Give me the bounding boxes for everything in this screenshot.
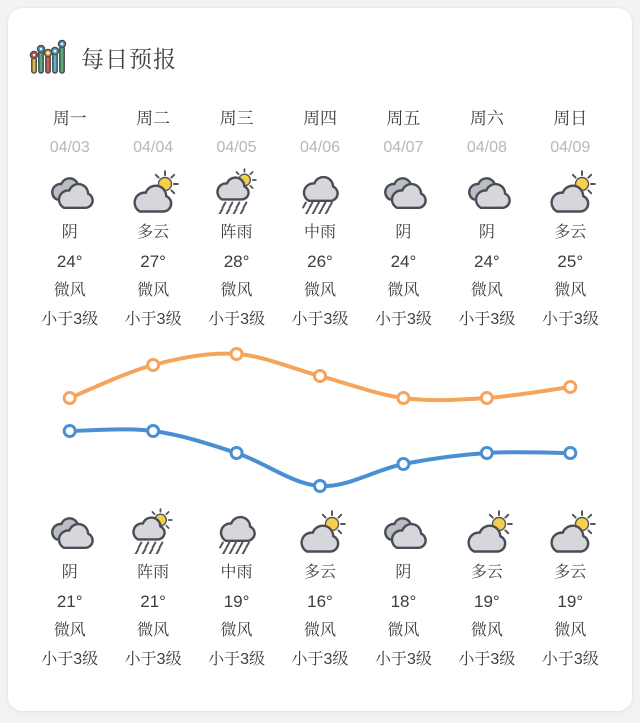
- wind-level-label: 小于3级: [41, 651, 99, 668]
- cloudy-icon: [544, 168, 596, 214]
- wind-level-label: 小于3级: [458, 651, 516, 668]
- wind-level-label: 小于3级: [124, 651, 182, 668]
- wind-label: 微风: [387, 622, 420, 639]
- forecast-cell: [529, 104, 612, 334]
- wind-label: 微风: [53, 282, 86, 299]
- forecast-cell: [362, 502, 445, 674]
- condition-label: 多云: [137, 224, 170, 241]
- temperature-label: 24°: [473, 252, 500, 271]
- daytime-forecast-row: [28, 104, 612, 334]
- rain-icon: [211, 508, 263, 554]
- low-temp-point: [231, 448, 242, 459]
- wind-label: 微风: [387, 282, 420, 299]
- temperature-label: 24°: [390, 252, 417, 271]
- date-label: 04/09: [550, 139, 591, 156]
- night-forecast-row: [28, 502, 612, 674]
- low-temp-point: [64, 426, 75, 437]
- wind-label: 微风: [137, 282, 170, 299]
- shower-icon: [127, 508, 179, 554]
- shower-icon: [211, 168, 263, 214]
- wind-level-label: 小于3级: [374, 311, 432, 328]
- card-header: [28, 36, 612, 78]
- condition-label: 多云: [303, 564, 336, 581]
- condition-label: 阴: [395, 564, 412, 581]
- low-temp-point: [565, 448, 576, 459]
- temperature-label: 24°: [56, 252, 83, 271]
- condition-label: 多云: [554, 224, 587, 241]
- weekday-label: 周六: [469, 109, 504, 128]
- weekday-label: 周四: [302, 109, 337, 128]
- daily-forecast-card: [8, 8, 632, 711]
- wind-label: 微风: [470, 282, 503, 299]
- cloudy-icon: [294, 508, 346, 554]
- low-temp-line: [70, 429, 571, 486]
- forecast-cell: [28, 104, 111, 334]
- date-label: 04/07: [383, 139, 424, 156]
- forecast-cell: [445, 502, 528, 674]
- wind-level-label: 小于3级: [541, 311, 599, 328]
- high-temp-point: [315, 371, 326, 382]
- cloudy-icon: [461, 508, 513, 554]
- page-title: 每日预报: [81, 45, 177, 72]
- condition-label: 阵雨: [220, 224, 253, 241]
- date-label: 04/08: [466, 139, 507, 156]
- condition-label: 阴: [395, 224, 412, 241]
- high-temp-point: [231, 349, 242, 360]
- condition-label: 阵雨: [137, 564, 170, 581]
- temperature-label: 26°: [307, 252, 333, 271]
- wind-label: 微风: [470, 622, 503, 639]
- high-temp-point: [148, 360, 159, 371]
- condition-label: 中雨: [220, 564, 253, 581]
- forecast-cell: [195, 502, 278, 674]
- wind-label: 微风: [554, 622, 587, 639]
- low-temp-point: [315, 481, 326, 492]
- condition-label: 中雨: [303, 224, 336, 241]
- wind-label: 微风: [303, 622, 336, 639]
- wind-label: 微风: [220, 622, 253, 639]
- forecast-cell: [28, 502, 111, 674]
- temperature-label: 19°: [223, 592, 250, 611]
- temperature-label: 27°: [140, 252, 166, 271]
- condition-label: 多云: [554, 564, 587, 581]
- overcast-icon: [44, 508, 96, 554]
- weekday-label: 周三: [219, 109, 254, 128]
- temperature-label: 21°: [140, 592, 166, 611]
- wind-level-label: 小于3级: [41, 311, 99, 328]
- wind-level-label: 小于3级: [374, 651, 432, 668]
- forecast-cell: [278, 104, 361, 334]
- wind-label: 微风: [303, 282, 336, 299]
- forecast-cell: [362, 104, 445, 334]
- wind-label: 微风: [220, 282, 253, 299]
- temperature-label: 25°: [557, 252, 584, 271]
- low-temp-point: [398, 459, 409, 470]
- date-label: 04/03: [49, 139, 90, 156]
- weekday-label: 周日: [553, 109, 588, 128]
- overcast-icon: [377, 168, 429, 214]
- temperature-label: 19°: [473, 592, 500, 611]
- temperature-trend-chart: [28, 340, 612, 500]
- date-label: 04/05: [216, 139, 257, 156]
- forecast-cell: [278, 502, 361, 674]
- temperature-label: 21°: [56, 592, 83, 611]
- high-temp-point: [64, 393, 75, 404]
- weekday-label: 周一: [52, 109, 87, 128]
- rain-icon: [294, 168, 346, 214]
- wind-level-label: 小于3级: [291, 651, 349, 668]
- wind-level-label: 小于3级: [208, 311, 266, 328]
- wind-level-label: 小于3级: [291, 311, 349, 328]
- temperature-label: 18°: [390, 592, 417, 611]
- bar-chart-icon: [28, 38, 68, 76]
- wind-level-label: 小于3级: [458, 311, 516, 328]
- forecast-cell: [445, 104, 528, 334]
- wind-level-label: 小于3级: [208, 651, 266, 668]
- temperature-label: 19°: [557, 592, 584, 611]
- high-temp-point: [398, 393, 409, 404]
- weekday-label: 周二: [136, 109, 171, 128]
- overcast-icon: [461, 168, 513, 214]
- high-temp-point: [481, 393, 492, 404]
- overcast-icon: [377, 508, 429, 554]
- condition-label: 阴: [478, 224, 495, 241]
- low-temp-point: [481, 448, 492, 459]
- condition-label: 阴: [61, 224, 78, 241]
- high-temp-point: [565, 382, 576, 393]
- condition-label: 阴: [61, 564, 78, 581]
- condition-label: 多云: [470, 564, 503, 581]
- temperature-label: 16°: [307, 592, 333, 611]
- wind-label: 微风: [53, 622, 86, 639]
- wind-label: 微风: [554, 282, 587, 299]
- forecast-cell: [111, 502, 194, 674]
- temperature-label: 28°: [223, 252, 250, 271]
- forecast-cell: [111, 104, 194, 334]
- forecast-cell: [195, 104, 278, 334]
- cloudy-icon: [544, 508, 596, 554]
- date-label: 04/06: [299, 139, 341, 156]
- cloudy-icon: [127, 168, 179, 214]
- weekday-label: 周五: [386, 109, 421, 128]
- wind-level-label: 小于3级: [541, 651, 599, 668]
- wind-label: 微风: [137, 622, 170, 639]
- date-label: 04/04: [133, 139, 174, 156]
- low-temp-point: [148, 426, 159, 437]
- overcast-icon: [44, 168, 96, 214]
- wind-level-label: 小于3级: [124, 311, 182, 328]
- forecast-cell: [529, 502, 612, 674]
